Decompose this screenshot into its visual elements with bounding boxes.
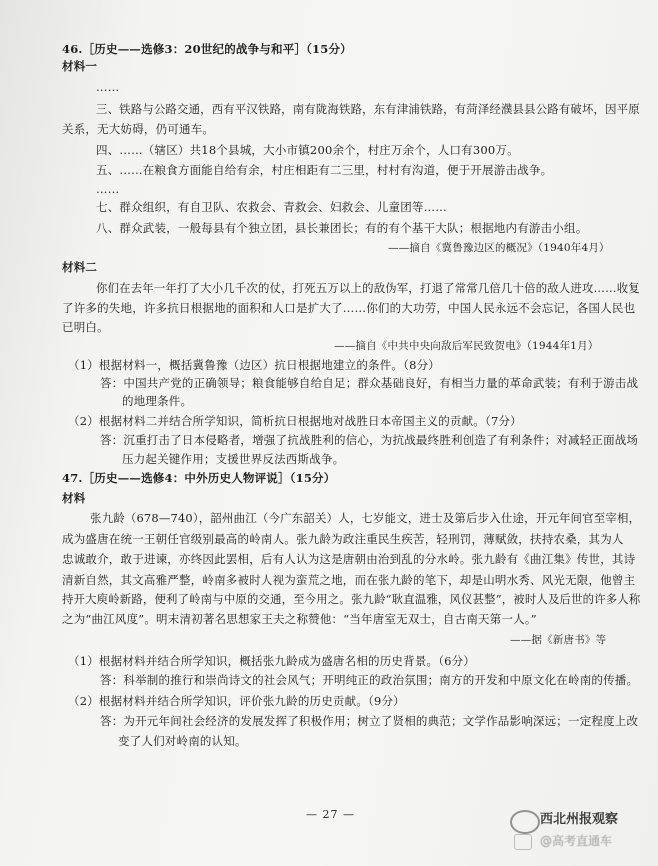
- q46-m2-line: 了许多的失地，许多抗日根据地的面积和人口是扩大了……你们的大功劳，中国人民永远不会忘记，各国人民也: [62, 301, 636, 315]
- q46-answer-1: 答：中国共产党的正确领导；粮食能够自给自足；群众基础良好，有相当力量的革命武装；有利于游击战: [100, 376, 639, 390]
- q46-m1-line: ……: [96, 80, 120, 94]
- q46-m1-line: 三、铁路与公路交通，西有平汉铁路，南有陇海铁路，东有津浦铁路，有菏泽经濮县县公路有破坏，因平原: [96, 102, 640, 116]
- q46-m1-line: 八、群众武装，一般每县有个独立团，县长兼团长；有的有个基干大队；根据地内有游击小组。: [96, 221, 588, 235]
- q46-m1-line: ……: [96, 182, 120, 196]
- weibo-icon: [514, 834, 532, 850]
- q46-m1-line: 五、……在粮食方面能自给有余，村庄相距有二三里，村村有沟道，便于开展游击战争。: [96, 163, 553, 177]
- q47-answer-2: 答：为开元年间社会经济的发展发挥了积极作用；树立了贤相的典范；文学作品影响深远；一定程度上改: [100, 714, 639, 728]
- q46-question-2: （2）根据材料二并结合所学知识，简析抗日根据地对战胜日本帝国主义的贡献。（7分）: [68, 414, 522, 428]
- q46-answer-2: 答：沉重打击了日本侵略者，增强了抗战胜利的信心，为抗战最终胜利创造了有利条件；对减轻正面战场: [100, 433, 639, 447]
- watermark-account-name: 西北州报观察: [540, 812, 619, 827]
- page-number: — 27 —: [306, 808, 355, 821]
- question-47-header: 47.［历史——选修4：中外历史人物评说］（15分）: [62, 471, 336, 485]
- q46-m2-line: 已明白。: [62, 320, 109, 334]
- q46-m1-line: 关系，无大妨碍，仍可通车。: [62, 122, 215, 136]
- q46-m1-source: ——摘自《冀鲁豫边区的概况》（1940年4月）: [388, 242, 610, 254]
- q46-m2-line: 你们在去年一年打了大小几千次的仗，打死五万以上的敌伪军，打退了常常几倍几十倍的敌人进攻……收复: [96, 281, 640, 295]
- q47-m-line: 持开大庾岭新路，便利了岭南与中原的交通，至今用之。张九龄“耿直温雅，风仪甚整”，被时人及后世的许多人称: [62, 592, 641, 606]
- q46-answer-1: 的地理条件。: [122, 394, 193, 408]
- q46-material-2-title: 材料二: [62, 260, 98, 274]
- q47-m-source: ——据《新唐书》等: [510, 634, 607, 646]
- q47-answer-1: 答：科举制的推行和崇尚诗文的社会风气；开明纯正的政治氛围；南方的开发和中原文化在岭南的传播。: [100, 673, 639, 687]
- watermark: [510, 808, 650, 858]
- q46-question-1: （1）根据材料一，概括冀鲁豫（边区）抗日根据地建立的条件。（8分）: [68, 358, 440, 372]
- q47-m-line: 清新自然，其文高雅严整，岭南多被时人视为蛮荒之地，而在张九龄的笔下，却是山明水秀、风光无限，他曾主: [62, 573, 636, 587]
- q47-answer-2: 变了人们对岭南的认知。: [118, 734, 247, 748]
- q47-material-title: 材料: [62, 491, 86, 505]
- q47-m-line: 成为盛唐在统一王朝任官级别最高的岭南人。张九龄为政注重民生疾苦，轻刑罚，薄赋敛，扶持农桑，其为人: [62, 532, 624, 546]
- wechat-logo-icon: [510, 810, 540, 834]
- question-46-header: 46.［历史——选修3：20世纪的战争与和平］（15分）: [62, 42, 352, 56]
- q47-m-line: 忠诚敢介，敢于进谏，亦终因此罢相，后有人认为这是唐朝由治到乱的分水岭。张九龄有《曲江集》传世，其诗: [62, 552, 636, 566]
- q46-m1-line: 四、……（辖区）共18个县城，大小市镇200余个，村庄万余个，人口有300万。: [96, 143, 519, 157]
- q46-m2-source: ——摘自《中共中央向敌后军民致贺电》（1944年1月）: [334, 340, 599, 352]
- q46-material-1-title: 材料一: [62, 59, 98, 73]
- q47-m-line: 之为“曲江风度”。明末清初著名思想家王夫之称赞他：“当年唐室无双士，自古南天第一人。”: [62, 612, 537, 626]
- q46-m1-line: 七、群众组织，有自卫队、农救会、青救会、妇救会、儿童团等……: [96, 200, 447, 214]
- q47-question-2: （2）根据材料并结合所学知识，评价张九龄的历史贡献。（9分）: [68, 694, 405, 708]
- q46-answer-2: 压力起关键作用；支援世界反法西斯战争。: [122, 452, 345, 466]
- q47-m-line: 张九龄（678—740），韶州曲江（今广东韶关）人，七岁能文，进士及第后步入仕途，开元年间官至宰相，: [90, 511, 641, 525]
- watermark-handle: @高考直通车: [540, 834, 613, 848]
- q47-question-1: （1）根据材料并结合所学知识，概括张九龄成为盛唐名相的历史背景。（6分）: [68, 654, 476, 668]
